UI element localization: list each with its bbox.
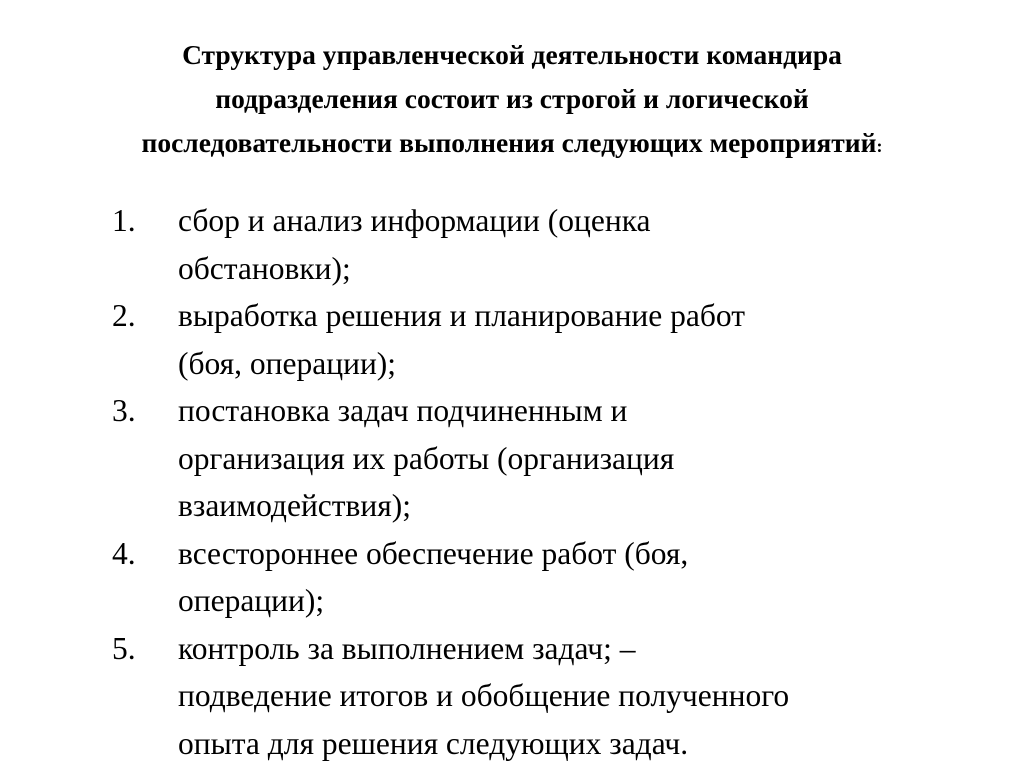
step-item-4 xyxy=(112,530,992,625)
step-line: взаимодействия); xyxy=(178,488,412,523)
title-line-2: подразделения состоит из строгой и логической xyxy=(215,83,809,114)
step-line: постановка задач подчиненным и xyxy=(178,393,628,428)
step-line: (боя, операции); xyxy=(178,345,397,381)
step-line: сбор и анализ информации (оценка xyxy=(178,203,651,238)
step-item-5 xyxy=(112,625,992,767)
step-line: выработка решения и планирование работ xyxy=(178,298,745,333)
step-number: 1. xyxy=(112,203,136,238)
step-item-1 xyxy=(112,197,992,292)
step-text xyxy=(178,197,968,292)
step-text xyxy=(178,530,968,625)
step-item-2 xyxy=(112,292,992,387)
step-number: 5. xyxy=(112,630,136,666)
steps-list xyxy=(112,197,992,767)
step-line: опыта для решения следующих задач. xyxy=(178,725,689,761)
title-line-3-text: последовательности выполнения следующих мероприятий xyxy=(141,127,877,158)
step-text xyxy=(178,387,968,530)
step-line: всестороннее обеспечение работ (боя, xyxy=(178,535,689,571)
title-line-1: Структура управленческой деятельности командира xyxy=(182,39,842,70)
step-text xyxy=(178,625,968,767)
step-item-3 xyxy=(112,387,992,530)
title-colon: : xyxy=(876,136,883,156)
step-line: обстановки); xyxy=(178,250,351,286)
step-line: контроль за выполнением задач; – xyxy=(178,630,636,666)
title-line-3 xyxy=(20,121,1004,168)
step-number: 2. xyxy=(112,298,136,333)
slide-title xyxy=(20,33,1004,168)
step-number: 4. xyxy=(112,535,136,571)
step-line: операции); xyxy=(178,583,325,618)
step-line: организация их работы (организация xyxy=(178,440,675,476)
step-number: 3. xyxy=(112,393,136,428)
step-line: подведение итогов и обобщение полученного xyxy=(178,678,790,713)
step-text xyxy=(178,292,968,387)
